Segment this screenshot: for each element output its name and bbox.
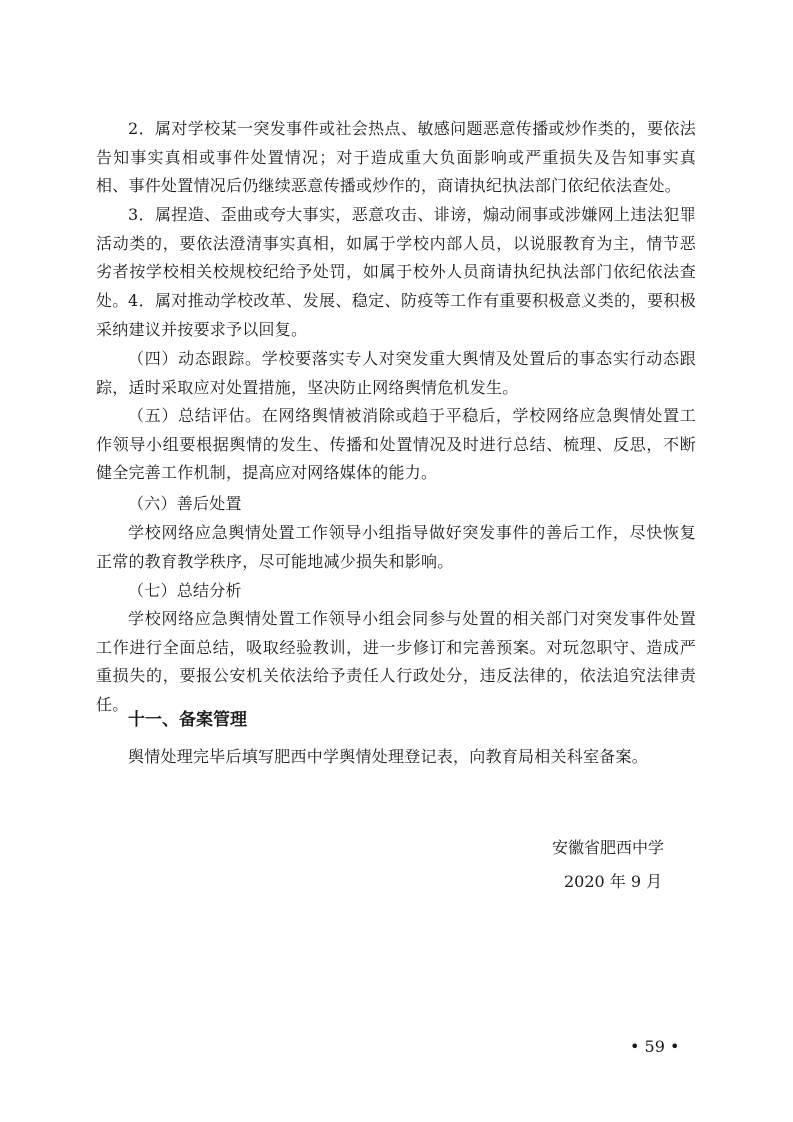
paragraph-item-3: 3．属捏造、歪曲或夸大事实，恶意攻击、诽谤，煽动闹事或涉嫌网上违法犯罪活动类的，要依法澄清事实真相，如属于学校内部人员，以说服教育为主，情节恶劣者按学校相关校规校纪给予处罚，如属于校外人员商请执纪执法部门依纪依法查处。 [96,205,696,310]
paragraph-summary-evaluation: （五）总结评估。在网络舆情被消除或趋于平稳后，学校网络应急舆情处置工作领导小组要根据舆情的发生、传播和处置情况及时进行总结、梳理、反思，不断健全完善工作机制，提高应对网络媒体的能力。 [96,406,696,482]
signature-date: 2020 年 9 月 [564,872,663,891]
subheading-summary-analysis: （七）总结分析 [128,581,242,600]
paragraph-filing: 舆情处理完毕后填写肥西中学舆情处理登记表，向教育局相关科室备案。 [128,747,649,766]
page-number: • 59 • [630,1037,680,1056]
signature-organization: 安徽省肥西中学 [552,838,665,857]
paragraph-aftermath: 学校网络应急舆情处置工作领导小组指导做好突发事件的善后工作，尽快恢复正常的教育教学秩序，尽可能地减少损失和影响。 [96,523,696,571]
paragraph-dynamic-tracking: （四）动态跟踪。学校要落实专人对突发重大舆情及处置后的事态实行动态跟踪，适时采取应对处置措施，坚决防止网络舆情危机发生。 [96,349,696,397]
paragraph-item-4: 4．属对推动学校改革、发展、稳定、防疫等工作有重要积极意义类的，要积极采纳建议并按要求予以回复。 [96,291,696,339]
paragraph-summary-analysis: 学校网络应急舆情处置工作领导小组会同参与处置的相关部门对突发事件处置工作进行全面总结，吸取经验教训，进一步修订和完善预案。对玩忽职守、造成严重损失的，要报公安机关依法给予责任人行政处分，违反法律的，依法追究法律责任。 [96,609,696,714]
section-heading-filing: 十一、备案管理 [128,710,247,730]
subheading-aftermath: （六）善后处置 [128,494,242,513]
paragraph-item-2: 2．属对学校某一突发事件或社会热点、敏感问题恶意传播或炒作类的，要依法告知事实真相或事件处置情况；对于造成重大负面影响或严重损失及告知事实真相、事件处置情况后仍继续恶意传播或炒作的，商请执纪执法部门依纪依法查处。 [96,119,696,195]
